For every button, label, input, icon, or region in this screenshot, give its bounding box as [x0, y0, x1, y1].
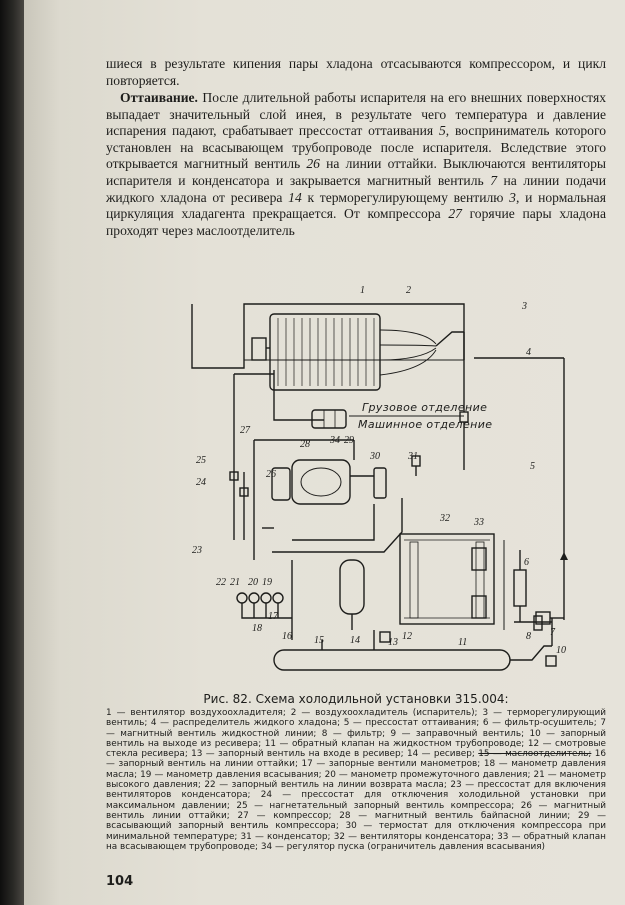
paragraph-continuation: шиеся в результате кипения пары хладона отсасываются компрессором, и цикл повторяется. — [106, 56, 606, 88]
text-run: , и нормальная циркуляция хладагента прекращается. От компрессора — [106, 189, 606, 222]
diagram-label: 16 — [282, 631, 292, 642]
legend-text: 16 — запорный вентиль на линии оттайки; 17 — запорные вентили манометров; 18 — манометр давления масла; 19 — манометр давления всасывания; 20 — манометр промежуточного давления; 21 — манометр высокого давления; 22 — запорный вентиль на линии возврата масла; 23 — прессостат для включения вентиляторов конденсатора; 24 — прессостат для отключения холодильной установки при максимальном давлении; 25 — нагнетательный запорный вентиль компрессора; 26 — магнитный вентиль линии оттайки; 27 — компрессор; 28 — магнитный вентиль байпасной линии; 29 — всасывающий запорный вентиль компрессора; 30 — термостат для отключения компрессора при минимальной температуре; 31 — конденсатор; 32 — вентиляторы конденсатора; 33 — обратный клапан на всасывающем трубопроводе; 34 — регулятор пуска (ограничитель давления всасывания) — [106, 749, 606, 852]
diagram-label: 2 — [406, 285, 411, 296]
text-run: После длительной работы испарителя на его внешних поверхностях выпадает значительный слой инея, в результате чего температура и давление испарения падают, срабатывает прессостат оттаивания — [106, 90, 606, 139]
gauge-18 — [273, 593, 283, 603]
ref-number: 5 — [438, 123, 446, 139]
text-run: на линии оттайки. Выключаются вентиляторы испарителя и конденсатора и закрывается магнитный вентиль — [106, 156, 606, 188]
book-spine-shadow — [0, 0, 24, 905]
diagram-label: 21 — [230, 577, 240, 588]
start-regulator-group — [312, 410, 346, 428]
diagram-label: 15 — [314, 635, 324, 646]
zone-label-cargo: Грузовое отделение — [362, 401, 488, 414]
diagram-label: 30 — [370, 451, 380, 462]
receiver — [274, 650, 510, 670]
diagram-label: 3 — [522, 301, 527, 312]
text-run: , восприниматель которого установлен на всасывающем трубопроводе после испарителя. Вследствие этого открывается магнитный вентиль — [106, 123, 607, 172]
diagram-label: 17 — [268, 611, 278, 622]
diagram-label: 19 — [262, 577, 272, 588]
diagram-label: 11 — [458, 637, 468, 648]
evaporator-coil — [270, 314, 380, 390]
figure-caption: Рис. 82. Схема холодильной установки 315.004: — [203, 692, 509, 706]
ref-number: 14 — [288, 189, 302, 205]
valve-10 — [546, 656, 556, 666]
diagram-label: 27 — [240, 425, 250, 436]
gauge-21 — [237, 593, 247, 603]
diagram-label: 18 — [252, 623, 262, 634]
legend-text: 1 — вентилятор воздухоохладителя; 2 — воздухоохладитель (испаритель); 3 — терморегулирующий вентиль; 4 — распределитель жидкого хладона; 5 — прессостат оттаивания; 6 — фильтр-осушитель; 7 — магнитный вентиль жидкостной линии; 8 — фильтр; 9 — заправочный вентиль; 10 — запорный вентиль на выходе из ресивера; 11 — обратный клапан на жидкостном трубопроводе; 12 — смотровые стекла ресивера; 13 — запорный вентиль на входе в ресивер; 14 — ресивер; — [106, 708, 606, 760]
diagram-label: 5 — [530, 461, 535, 472]
ref-number: 26 — [306, 156, 320, 172]
gauge-19 — [261, 593, 271, 603]
figure-legend — [106, 708, 606, 852]
filter-drier — [514, 570, 526, 606]
diagram-label: 22 — [216, 577, 226, 588]
diagram-label: 34 — [330, 435, 340, 446]
diagram-label: 8 — [526, 631, 531, 642]
suction-valve — [374, 468, 386, 498]
diagram-label: 10 — [556, 645, 566, 656]
evaporator-fan — [252, 338, 266, 360]
text-run: горячие пары хладона проходят через маслоотделитель — [106, 206, 606, 238]
body-paragraph-2 — [106, 90, 606, 239]
diagram-label: 4 — [526, 347, 531, 358]
body-paragraph-1 — [106, 56, 606, 89]
diagram-label: 1 — [360, 285, 365, 296]
text-run: на линии подачи жидкого хладона от ресивера — [106, 172, 606, 205]
refrigeration-schematic — [174, 285, 594, 685]
book-page — [24, 0, 625, 905]
diagram-label: 33 — [474, 517, 484, 528]
gauge-20 — [249, 593, 259, 603]
diagram-label: 24 — [196, 477, 206, 488]
diagram-label: 14 — [350, 635, 360, 646]
diagram-label: 25 — [196, 455, 206, 466]
diagram-label: 23 — [192, 545, 202, 556]
schematic-drawing — [174, 300, 594, 685]
diagram-label: 31 — [408, 451, 418, 462]
section-heading-defrost: Оттаивание. — [120, 90, 198, 105]
text-run: к терморегулирующему вентилю — [307, 189, 504, 205]
ref-number: 3 — [509, 189, 516, 205]
ref-number: 27 — [448, 206, 462, 222]
diagram-label: 20 — [248, 577, 258, 588]
diagram-label: 12 — [402, 631, 412, 642]
diagram-label: 29 — [344, 435, 354, 446]
zone-label-machine: Машинное отделение — [358, 418, 493, 431]
oil-separator — [340, 560, 364, 614]
diagram-label: 6 — [524, 557, 529, 568]
diagram-label: 28 — [300, 439, 310, 450]
diagram-label: 26 — [266, 469, 276, 480]
legend-struck-entry: 15 — маслоотделитель; — [478, 749, 592, 760]
diagram-label: 7 — [550, 627, 555, 638]
filter-8 — [534, 616, 542, 630]
ref-number: 7 — [490, 172, 497, 188]
diagram-label: 13 — [388, 637, 398, 648]
page-number: 104 — [106, 874, 134, 889]
diagram-label: 32 — [440, 513, 450, 524]
paragraph-defrost — [106, 90, 606, 239]
